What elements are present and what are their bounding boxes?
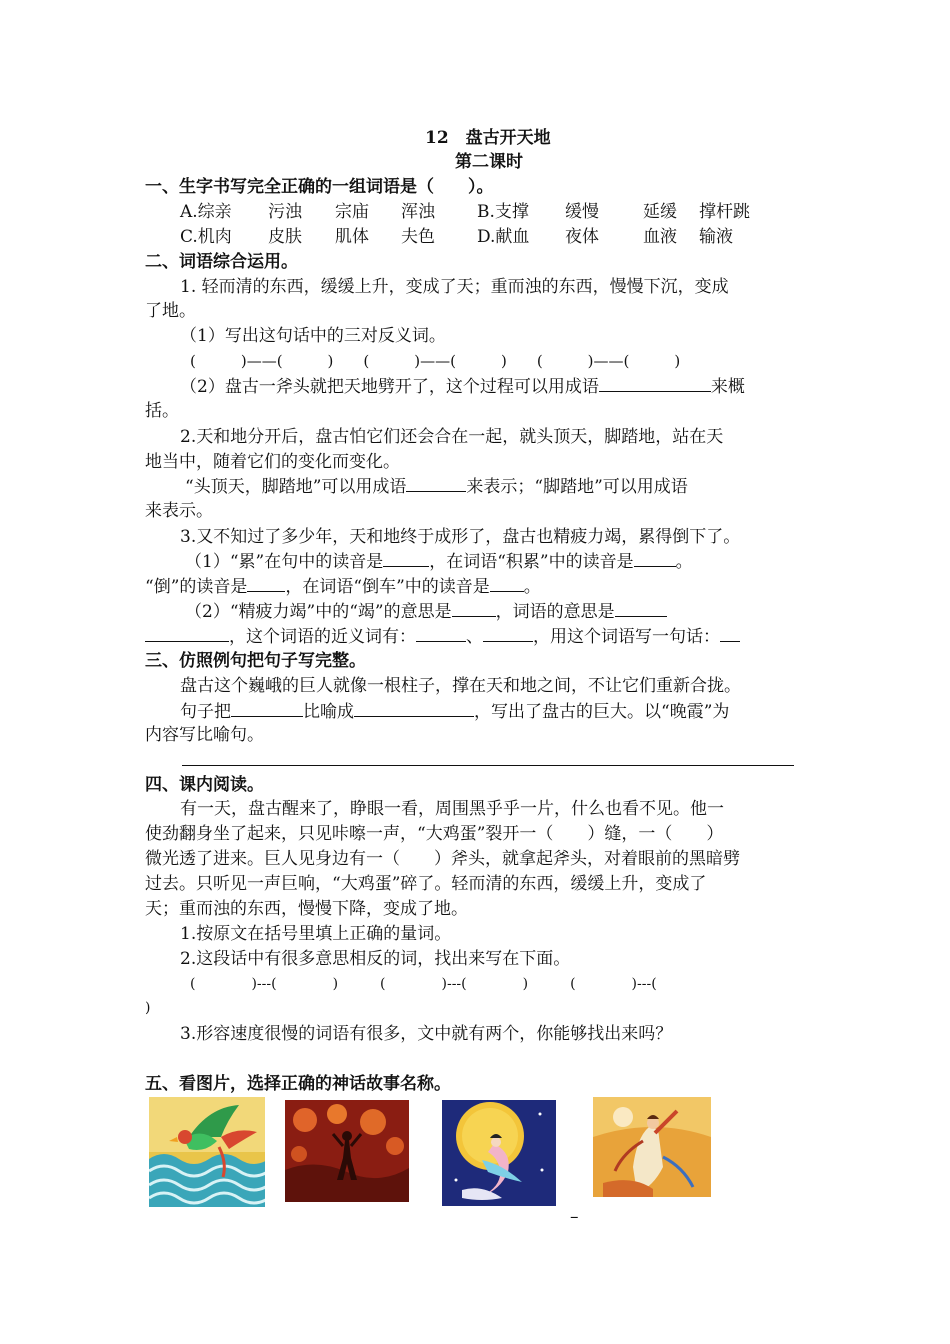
bird-sea-illustration xyxy=(149,1097,265,1207)
picture-bird-over-sea xyxy=(149,1097,265,1207)
section-5-heading: 五、看图片，选择正确的神话故事名称。 xyxy=(145,1074,451,1094)
option-word: 肌体 xyxy=(335,227,369,247)
option-word: C.机肉 xyxy=(180,227,232,247)
question-text: （1）“累”在句中的读音是 xyxy=(185,552,384,572)
question-text: （2）“精疲力竭”中的“竭”的意思是 xyxy=(185,602,452,622)
answer-blank[interactable] xyxy=(383,550,429,567)
option-word: 延缓 xyxy=(643,202,677,222)
reading-passage-line: 有一天，盘古醒来了，睁眼一看，周围黑乎乎一片，什么也看不见。他一 xyxy=(180,799,724,819)
page-subtitle: 第二课时 xyxy=(455,152,523,172)
question-text: ，在词语“倒车”中的读音是 xyxy=(285,577,490,597)
question-text: 2.天和地分开后，盘古怕它们还会合在一起，就头顶天，脚踏地，站在天 xyxy=(180,427,724,447)
question-text: “倒”的读音是 xyxy=(145,577,248,597)
question-text xyxy=(180,375,745,398)
picture-figure-in-fire xyxy=(285,1100,409,1202)
question-text xyxy=(180,700,729,723)
option-word: 浑浊 xyxy=(401,202,435,222)
option-word: 污浊 xyxy=(268,202,302,222)
question-text: 3.形容速度很慢的词语有很多，文中就有两个，你能够找出来吗？ xyxy=(180,1024,673,1044)
answer-blank[interactable] xyxy=(416,625,466,642)
question-text: 、 xyxy=(466,627,483,647)
question-text: 句子把 xyxy=(180,702,231,722)
question-text: 内容写比喻句。 xyxy=(145,725,264,745)
answer-blank[interactable] xyxy=(231,700,303,717)
footer-mark: – xyxy=(570,1207,579,1227)
antonym-pairs-blanks: ) xyxy=(145,1000,151,1016)
reading-passage-line: 使劲翻身坐了起来，只见咔嚓一声，“大鸡蛋”裂开一（ ）缝，一（ ） xyxy=(145,824,724,844)
question-text xyxy=(185,600,667,623)
example-sentence: 盘古这个巍峨的巨人就像一根柱子，撑在天和地之间，不让它们重新合拢。 xyxy=(180,676,741,696)
answer-blank[interactable] xyxy=(247,575,285,592)
option-word: 撑杆跳 xyxy=(699,202,750,222)
antonym-pairs-blanks[interactable]: ( )——( ) ( )——( ) ( )——( ) xyxy=(190,352,681,370)
answer-blank[interactable] xyxy=(615,600,667,617)
choice-row-cd xyxy=(180,226,733,248)
picture-goddess xyxy=(593,1097,711,1197)
question-text: 。 xyxy=(675,552,693,572)
reading-passage-line: 天；重而浊的东西，慢慢下降，变成了地。 xyxy=(145,899,468,919)
option-word: 宗庙 xyxy=(335,202,369,222)
option-word: 血液 xyxy=(643,227,677,247)
answer-blank[interactable] xyxy=(720,625,740,642)
goddess-illustration xyxy=(593,1097,711,1197)
answer-blank[interactable] xyxy=(634,550,676,567)
picture-moon-fairy xyxy=(442,1100,556,1206)
question-text: 了地。 xyxy=(145,301,196,321)
option-word: 皮肤 xyxy=(268,227,302,247)
question-text xyxy=(185,475,688,498)
section-1-heading: 一、生字书写完全正确的一组词语是（ ）。 xyxy=(145,177,494,197)
answer-blank[interactable] xyxy=(452,600,496,617)
section-4-heading: 四、课内阅读。 xyxy=(145,775,264,795)
option-word: 夫色 xyxy=(401,227,435,247)
option-word: 输液 xyxy=(699,227,733,247)
question-text: 来表示；“脚踏地”可以用成语 xyxy=(466,477,688,497)
question-text xyxy=(145,625,740,648)
question-text: 比喻成 xyxy=(303,702,354,722)
option-word: B.支撑 xyxy=(477,202,529,222)
question-text: （1）写出这句话中的三对反义词。 xyxy=(180,326,446,346)
answer-blank[interactable] xyxy=(599,375,711,392)
choice-row-ab xyxy=(180,201,750,223)
answer-blank[interactable] xyxy=(406,475,466,492)
question-text: 。 xyxy=(523,577,541,597)
question-text: 来表示。 xyxy=(145,501,213,521)
option-word: 夜体 xyxy=(565,227,599,247)
answer-blank[interactable] xyxy=(145,625,229,642)
option-word: A.综亲 xyxy=(180,202,232,222)
question-text: 地当中，随着它们的变化而变化。 xyxy=(145,452,400,472)
question-text: 3.又不知过了多少年，天和地终于成形了，盘古也精疲力竭，累得倒下了。 xyxy=(180,527,741,547)
question-text: ，写出了盘古的巨大。以“晚霞”为 xyxy=(474,702,730,722)
writing-line[interactable] xyxy=(182,765,794,766)
moon-fairy-illustration xyxy=(442,1100,556,1206)
reading-passage-line: 过去。只听见一声巨响，“大鸡蛋”碎了。轻而清的东西，缓缓上升，变成了 xyxy=(145,874,707,894)
question-text: 2.这段话中有很多意思相反的词，找出来写在下面。 xyxy=(180,949,571,969)
option-word: D.献血 xyxy=(477,227,530,247)
answer-blank[interactable] xyxy=(354,700,474,717)
question-text xyxy=(185,550,693,573)
question-text: ，词语的意思是 xyxy=(495,602,615,622)
question-text: ，用这个词语写一句话： xyxy=(533,627,720,647)
section-2-heading: 二、词语综合运用。 xyxy=(145,252,298,272)
page-title: 12 盘古开天地 xyxy=(425,128,551,148)
question-text xyxy=(145,575,541,598)
question-text: 括。 xyxy=(145,401,179,421)
answer-blank[interactable] xyxy=(483,625,533,642)
question-text: “头顶天，脚踏地”可以用成语 xyxy=(185,477,407,497)
fire-illustration xyxy=(285,1100,409,1202)
answer-blank[interactable] xyxy=(490,575,524,592)
question-text: 来概 xyxy=(710,377,745,397)
antonym-pairs-blanks[interactable]: ( )---( ) ( )---( ) ( )---( xyxy=(190,976,657,992)
question-text: （2）盘古一斧头就把天地劈开了，这个过程可以用成语 xyxy=(180,377,599,397)
reading-passage-line: 微光透了进来。巨人见身边有一（ ）斧头，就拿起斧头，对着眼前的黑暗劈 xyxy=(145,849,740,869)
question-text: ，在词语“积累”中的读音是 xyxy=(429,552,634,572)
question-text: 1. 轻而清的东西，缓缓上升，变成了天；重而浊的东西，慢慢下沉，变成 xyxy=(180,277,729,297)
option-word: 缓慢 xyxy=(565,202,599,222)
section-3-heading: 三、仿照例句把句子写完整。 xyxy=(145,651,366,671)
question-text: ，这个词语的近义词有： xyxy=(229,627,416,647)
question-text: 1.按原文在括号里填上正确的量词。 xyxy=(180,924,452,944)
